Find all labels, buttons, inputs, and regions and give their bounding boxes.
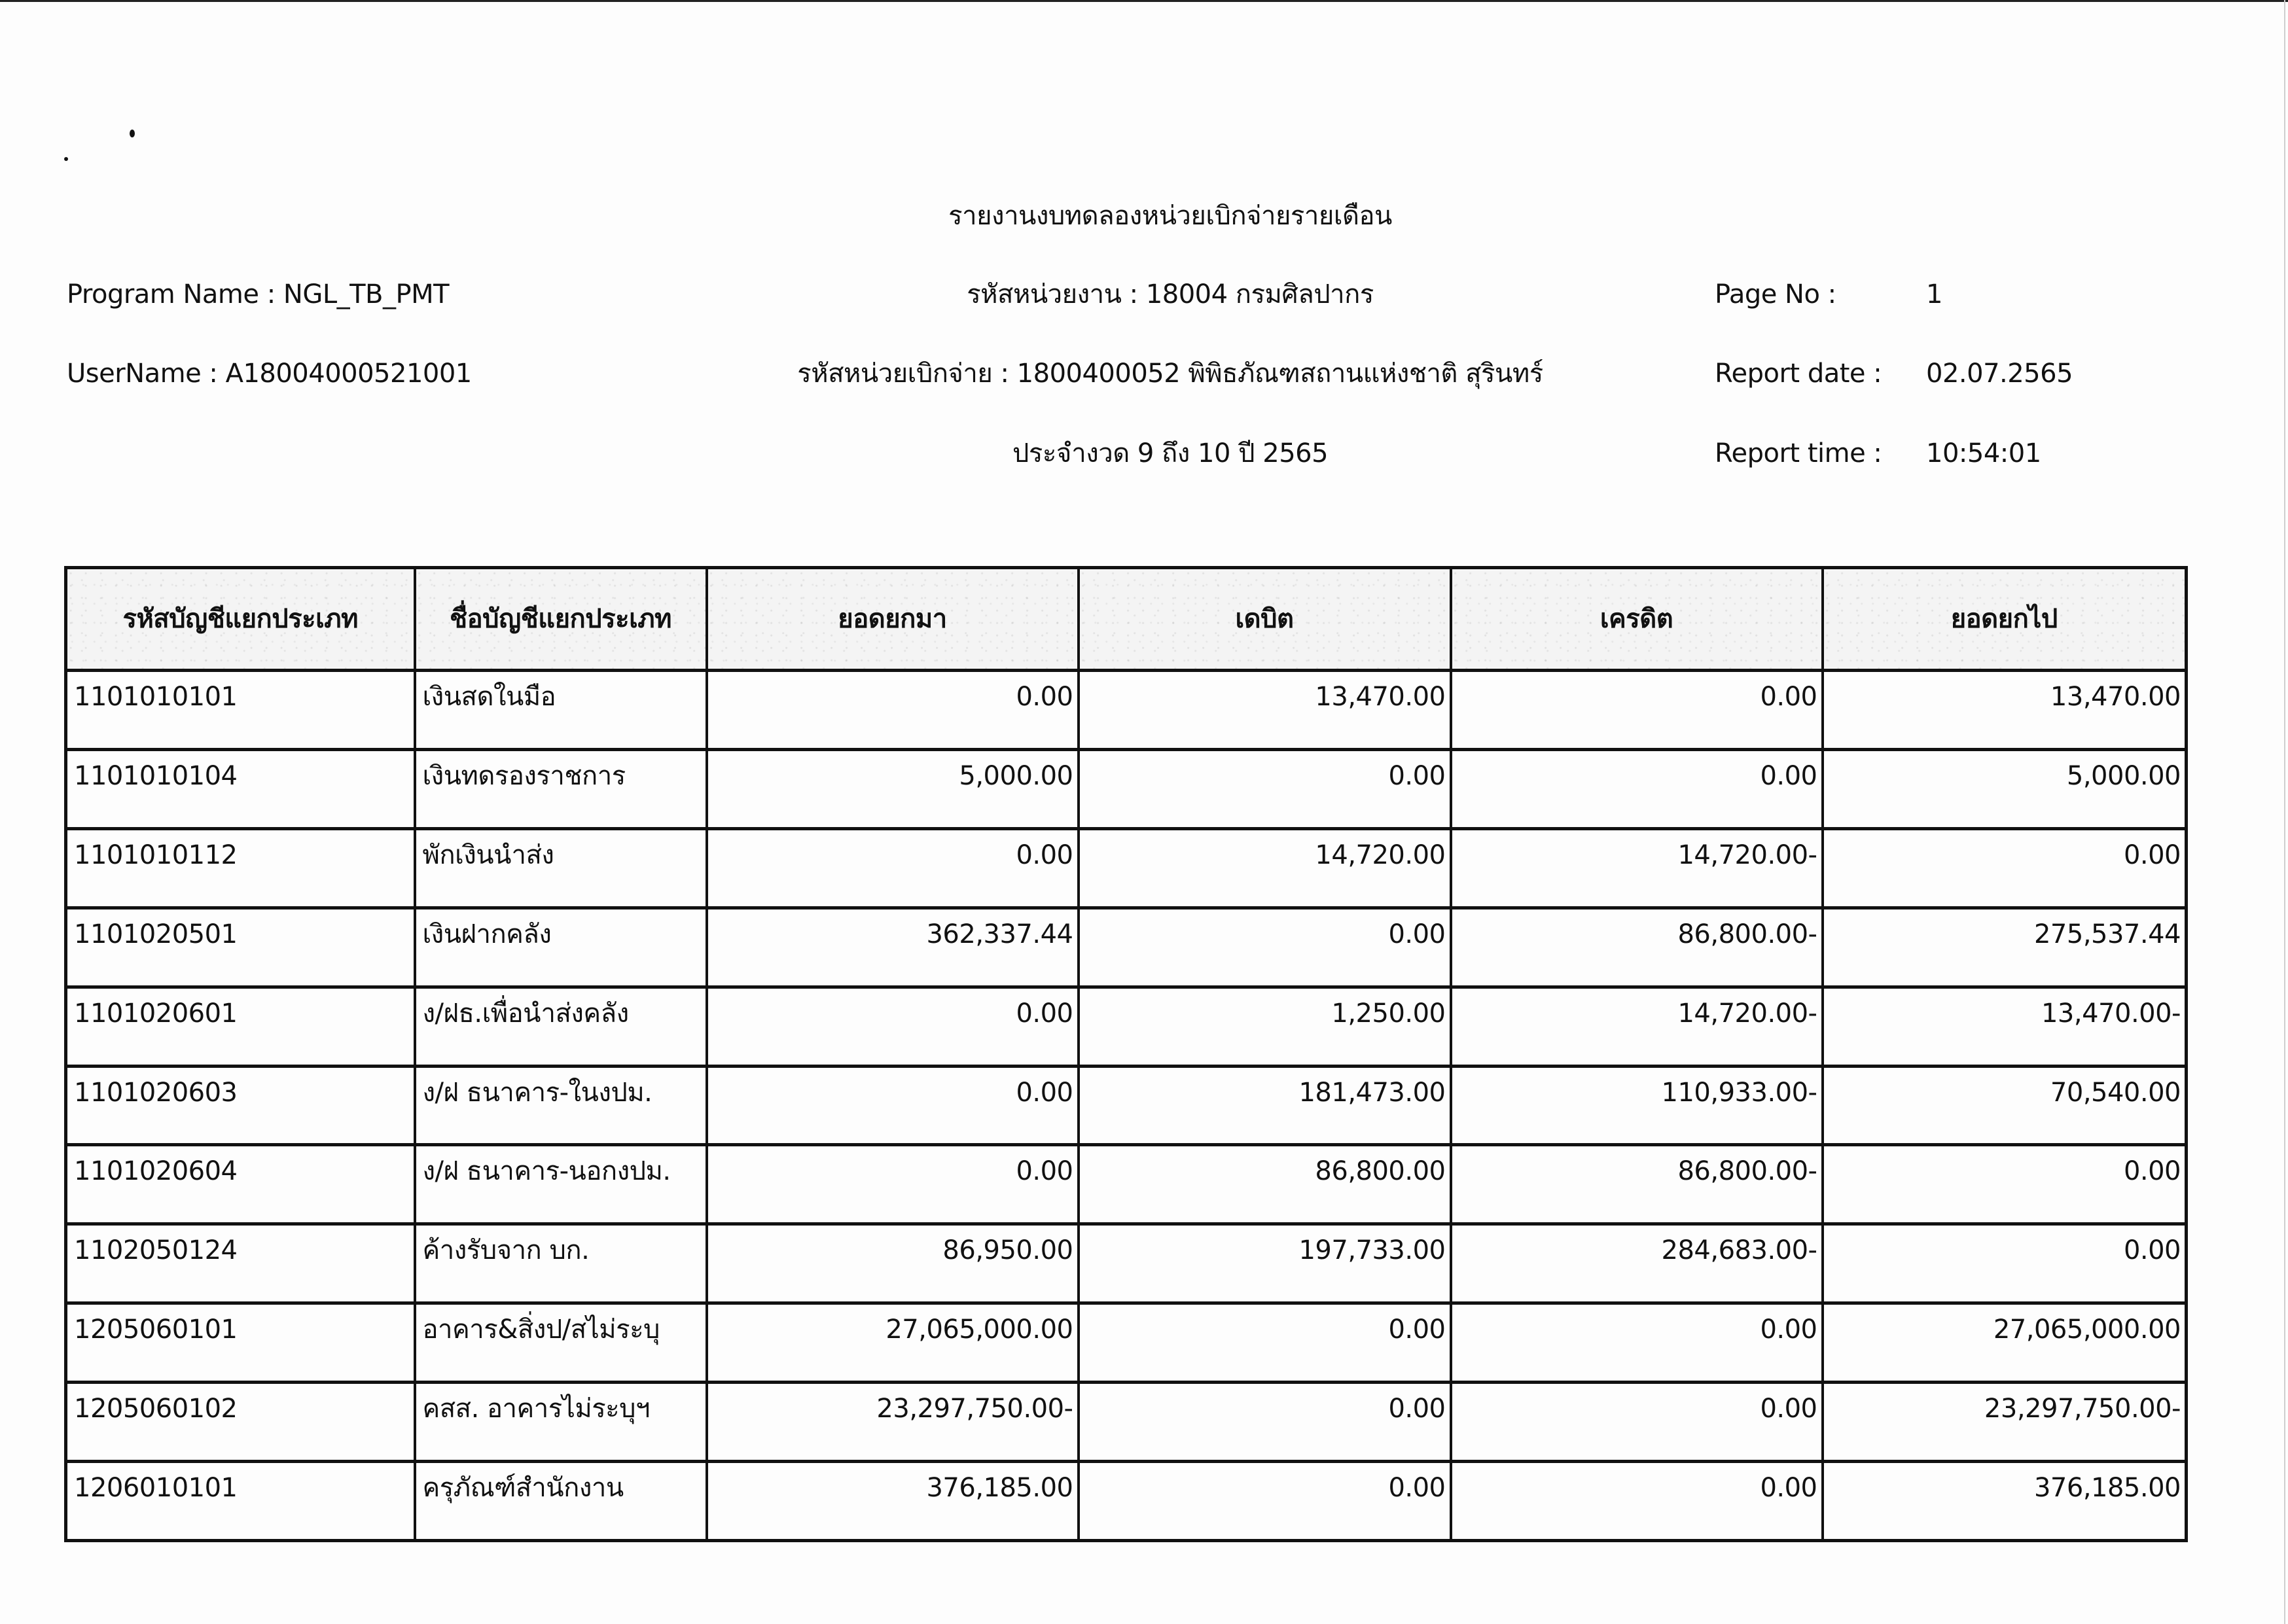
cell-debit — [1079, 749, 1451, 828]
cell-account-name — [415, 749, 707, 828]
report-period: ประจำงวด 9 ถึง 10 ปี 2565 — [1012, 438, 1329, 468]
scan-right-edge — [2284, 0, 2285, 1624]
cell-account-code — [66, 908, 415, 987]
cell-credit — [1451, 1383, 1823, 1462]
cell-account-code — [66, 1066, 415, 1145]
cell-account-name — [415, 828, 707, 908]
table-row — [66, 908, 2187, 987]
account-code-value: 1101020604 — [74, 1156, 238, 1187]
cell-closing-balance — [1823, 1224, 2187, 1303]
cell-opening-balance — [707, 828, 1079, 908]
cell-account-code — [66, 1303, 415, 1383]
table-row — [66, 671, 2187, 750]
cell-opening-balance — [707, 908, 1079, 987]
account-name-value: ง/ฝ ธนาคาร-นอกงปม. — [422, 1156, 671, 1187]
opening-balance-value: 23,297,750.00- — [876, 1394, 1073, 1424]
table-header-row — [66, 568, 2187, 671]
report-time-value: 10:54:01 — [1926, 438, 2041, 468]
debit-value: 0.00 — [1388, 919, 1446, 949]
account-name-value: พักเงินนำส่ง — [422, 839, 554, 870]
closing-balance-value: 23,297,750.00- — [1984, 1394, 2181, 1424]
cell-debit — [1079, 987, 1451, 1066]
col-header-opening-balance: ยอดยกมา — [707, 568, 1079, 671]
credit-value: 0.00 — [1760, 1315, 1817, 1345]
cell-credit — [1451, 1462, 1823, 1541]
credit-value: 0.00 — [1760, 1394, 1817, 1424]
credit-value: 0.00 — [1760, 760, 1817, 791]
cell-account-name — [415, 1145, 707, 1224]
col-header-account-name: ชื่อบัญชีแยกประเภท — [415, 568, 707, 671]
page-no-value: 1 — [1926, 279, 1942, 309]
report-time-label: Report time : — [1715, 438, 1882, 468]
username: UserName : A18004000521001 — [67, 359, 472, 389]
account-name-value: ค้างรับจาก บก. — [422, 1235, 590, 1266]
cell-credit — [1451, 1066, 1823, 1145]
cell-debit — [1079, 671, 1451, 750]
table-row — [66, 1462, 2187, 1541]
cell-credit — [1451, 1145, 1823, 1224]
account-code-value: 1101020501 — [74, 919, 238, 949]
cell-account-name — [415, 1303, 707, 1383]
trial-balance-table — [64, 566, 2188, 1542]
debit-value: 86,800.00 — [1315, 1156, 1446, 1187]
account-code-value: 1205060101 — [74, 1315, 238, 1345]
closing-balance-value: 0.00 — [2123, 1235, 2181, 1266]
cell-debit — [1079, 908, 1451, 987]
cell-account-code — [66, 987, 415, 1066]
credit-value: 110,933.00- — [1661, 1077, 1817, 1108]
cell-account-name — [415, 1462, 707, 1541]
closing-balance-value: 275,537.44 — [2033, 919, 2181, 949]
cell-opening-balance — [707, 671, 1079, 750]
cell-opening-balance — [707, 749, 1079, 828]
account-code-value: 1206010101 — [74, 1473, 238, 1504]
account-code-value: 1101010101 — [74, 682, 238, 712]
debit-value: 0.00 — [1388, 760, 1446, 791]
opening-balance-value: 5,000.00 — [959, 760, 1073, 791]
cell-closing-balance — [1823, 1383, 2187, 1462]
opening-balance-value: 27,065,000.00 — [885, 1315, 1073, 1345]
cell-debit — [1079, 1303, 1451, 1383]
cell-account-code — [66, 1224, 415, 1303]
cell-opening-balance — [707, 1383, 1079, 1462]
credit-value: 284,683.00- — [1661, 1235, 1817, 1266]
cell-closing-balance — [1823, 1303, 2187, 1383]
cell-closing-balance — [1823, 749, 2187, 828]
opening-balance-value: 0.00 — [1016, 998, 1073, 1029]
cell-closing-balance — [1823, 1462, 2187, 1541]
cell-opening-balance — [707, 1145, 1079, 1224]
debit-value: 0.00 — [1388, 1473, 1446, 1504]
cell-opening-balance — [707, 1224, 1079, 1303]
closing-balance-value: 376,185.00 — [2033, 1473, 2181, 1504]
cell-closing-balance — [1823, 671, 2187, 750]
cell-closing-balance — [1823, 828, 2187, 908]
account-code-value: 1101020601 — [74, 998, 238, 1029]
opening-balance-value: 0.00 — [1016, 1156, 1073, 1187]
closing-balance-value: 27,065,000.00 — [1993, 1315, 2181, 1345]
cell-debit — [1079, 1462, 1451, 1541]
cell-debit — [1079, 828, 1451, 908]
opening-balance-value: 362,337.44 — [926, 919, 1073, 949]
closing-balance-value: 13,470.00- — [2041, 998, 2181, 1029]
account-code-value: 1205060102 — [74, 1394, 238, 1424]
cell-credit — [1451, 1303, 1823, 1383]
closing-balance-value: 5,000.00 — [2066, 760, 2181, 791]
cell-account-name — [415, 671, 707, 750]
debit-value: 0.00 — [1388, 1394, 1446, 1424]
program-name: Program Name : NGL_TB_PMT — [67, 279, 450, 309]
agency-code: รหัสหน่วยงาน : 18004 กรมศิลปากร — [967, 279, 1374, 309]
account-name-value: อาคาร&สิ่งป/สไม่ระบุ — [422, 1315, 660, 1345]
cell-account-code — [66, 671, 415, 750]
closing-balance-value: 0.00 — [2123, 839, 2181, 870]
account-name-value: เงินฝากคลัง — [422, 919, 552, 949]
opening-balance-value: 0.00 — [1016, 1077, 1073, 1108]
table-row — [66, 987, 2187, 1066]
credit-value: 86,800.00- — [1677, 919, 1817, 949]
report-date-label: Report date : — [1715, 359, 1882, 389]
report-title: รายงานงบทดลองหน่วยเบิกจ่ายรายเดือน — [948, 201, 1392, 231]
cell-credit — [1451, 908, 1823, 987]
debit-value: 13,470.00 — [1315, 682, 1446, 712]
cell-account-name — [415, 987, 707, 1066]
debit-value: 181,473.00 — [1298, 1077, 1446, 1108]
cell-closing-balance — [1823, 908, 2187, 987]
scan-top-edge — [0, 0, 2288, 2]
cell-account-code — [66, 828, 415, 908]
credit-value: 0.00 — [1760, 1473, 1817, 1504]
cell-account-name — [415, 1066, 707, 1145]
opening-balance-value: 0.00 — [1016, 839, 1073, 870]
scan-speck — [64, 157, 68, 161]
cell-account-name — [415, 1383, 707, 1462]
cell-credit — [1451, 828, 1823, 908]
cell-credit — [1451, 987, 1823, 1066]
closing-balance-value: 70,540.00 — [2050, 1077, 2181, 1108]
credit-value: 14,720.00- — [1677, 839, 1817, 870]
cell-credit — [1451, 1224, 1823, 1303]
account-name-value: ง/ฝธ.เพื่อนำส่งคลัง — [422, 998, 629, 1029]
scan-speck — [130, 130, 135, 137]
cell-closing-balance — [1823, 1066, 2187, 1145]
cell-opening-balance — [707, 1303, 1079, 1383]
cell-account-code — [66, 1383, 415, 1462]
table-row — [66, 1145, 2187, 1224]
cell-account-code — [66, 1145, 415, 1224]
cell-closing-balance — [1823, 1145, 2187, 1224]
table-row — [66, 828, 2187, 908]
table-row — [66, 1383, 2187, 1462]
debit-value: 197,733.00 — [1298, 1235, 1446, 1266]
cell-credit — [1451, 671, 1823, 750]
cell-credit — [1451, 749, 1823, 828]
cell-debit — [1079, 1145, 1451, 1224]
debit-value: 0.00 — [1388, 1315, 1446, 1345]
account-code-value: 1101010104 — [74, 760, 238, 791]
debit-value: 1,250.00 — [1331, 998, 1446, 1029]
report-date-value: 02.07.2565 — [1926, 359, 2073, 389]
account-name-value: ง/ฝ ธนาคาร-ในงปม. — [422, 1077, 652, 1108]
table-row — [66, 1303, 2187, 1383]
cell-debit — [1079, 1224, 1451, 1303]
table-row — [66, 1066, 2187, 1145]
cell-opening-balance — [707, 1066, 1079, 1145]
cell-debit — [1079, 1383, 1451, 1462]
closing-balance-value: 13,470.00 — [2050, 682, 2181, 712]
opening-balance-value: 86,950.00 — [942, 1235, 1073, 1266]
col-header-closing-balance: ยอดยกไป — [1823, 568, 2187, 671]
account-code-value: 1101020603 — [74, 1077, 238, 1108]
opening-balance-value: 0.00 — [1016, 682, 1073, 712]
cell-account-code — [66, 749, 415, 828]
col-header-account-code: รหัสบัญชีแยกประเภท — [66, 568, 415, 671]
disbursing-unit: รหัสหน่วยเบิกจ่าย : 1800400052 พิพิธภัณฑสถานแห่งชาติ สุรินทร์ — [797, 359, 1543, 389]
col-header-credit: เครดิต — [1451, 568, 1823, 671]
cell-closing-balance — [1823, 987, 2187, 1066]
col-header-debit: เดบิต — [1079, 568, 1451, 671]
debit-value: 14,720.00 — [1315, 839, 1446, 870]
account-code-value: 1102050124 — [74, 1235, 238, 1266]
opening-balance-value: 376,185.00 — [926, 1473, 1073, 1504]
account-name-value: คสส. อาคารไม่ระบุฯ — [422, 1394, 651, 1424]
cell-opening-balance — [707, 987, 1079, 1066]
cell-account-name — [415, 1224, 707, 1303]
page-no-label: Page No : — [1715, 279, 1836, 309]
table-row — [66, 749, 2187, 828]
account-code-value: 1101010112 — [74, 839, 238, 870]
cell-debit — [1079, 1066, 1451, 1145]
account-name-value: เงินทดรองราชการ — [422, 760, 626, 791]
table-row — [66, 1224, 2187, 1303]
credit-value: 86,800.00- — [1677, 1156, 1817, 1187]
account-name-value: ครุภัณฑ์สำนักงาน — [422, 1473, 624, 1504]
cell-account-name — [415, 908, 707, 987]
credit-value: 0.00 — [1760, 682, 1817, 712]
credit-value: 14,720.00- — [1677, 998, 1817, 1029]
account-name-value: เงินสดในมือ — [422, 682, 556, 712]
cell-opening-balance — [707, 1462, 1079, 1541]
cell-account-code — [66, 1462, 415, 1541]
closing-balance-value: 0.00 — [2123, 1156, 2181, 1187]
